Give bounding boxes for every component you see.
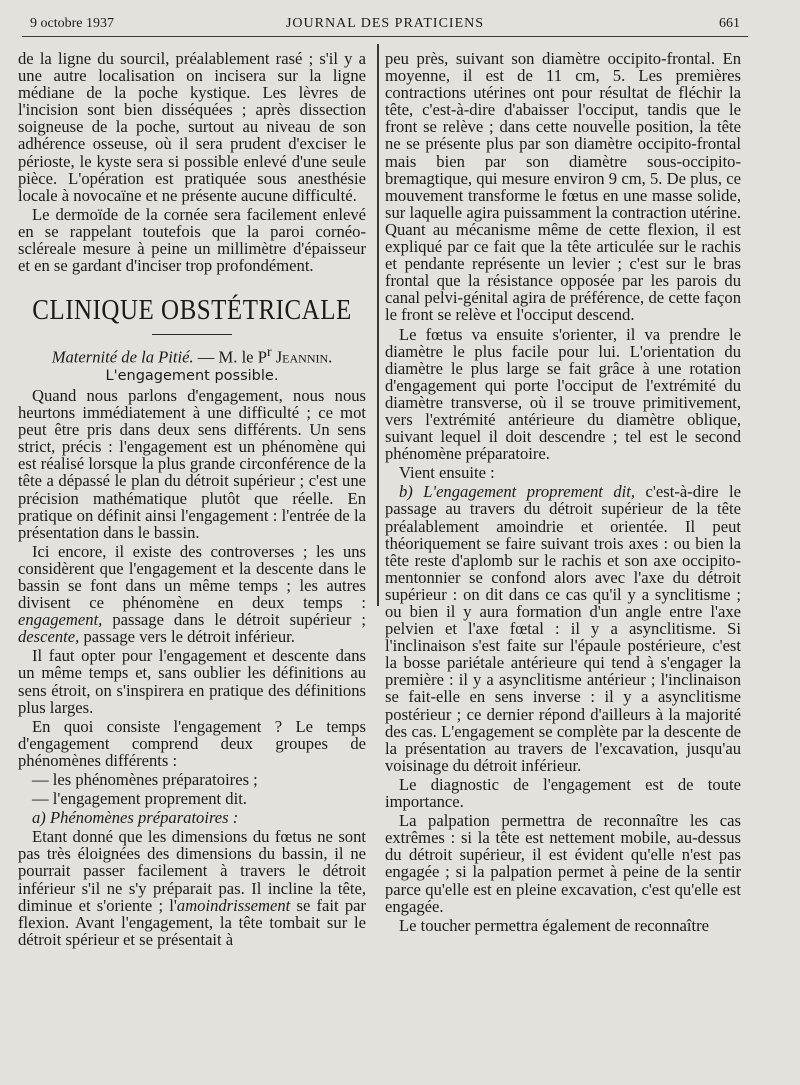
- journal-title: JOURNAL DES PRATICIENS: [285, 16, 485, 31]
- left-column: [18, 50, 366, 1075]
- paragraph: La palpation permettra de reconnaître les cas extrêmes : si la tête est nettement mobile, au-dessus du détroit supérieur, il est évident qu'elle n'est pas engagée ; si la palpation permet à peine de la sentir parce qu'elle est en pleine excavation, c'est qu'elle est engagée.: [385, 811, 741, 916]
- emphasis: amoindrissement: [176, 895, 291, 915]
- issue-date: 9 octobre 1937: [30, 16, 114, 31]
- emphasis: a) Phénomènes préparatoires :: [32, 808, 239, 828]
- paragraph: Il faut opter pour l'engagement et descente dans un même temps et, sans oublier les définitions au sens étroit, on s'inspirera en pratique des définitions plus larges.: [18, 646, 366, 717]
- text-run: c'est-à-dire le passage au travers du détroit supérieur de la tête préalablement amoindrie et orientée. Il peut théoriquement se faire suivant trois axes : ou bien la tête reste d'aplomb sur le rachis et son axe occipito-mentonnier se confond alors avec l'axe du détroit supérieur : on dit dans ce cas qu'il y a synclitisme ; ou bien il y aura formation d'un angle entre l'axe pelvien et l'axe fœtal : il y a asynclitisme. Si l'inclinaison s'est faite sur l'épaule postérieure, c'est la bosse pariétale antérieure qui tend à s'engager la première : il y a asynclitisme antérieur ; l'inclinaison se fait-elle en sens inverse : il y a asynclitisme postérieur ; ce dernier répond d'ailleurs à la majorité des cas. L'engagement se complète par la descente de la présentation au travers de l'excavation, jusqu'au voisinage du détroit inférieur.: [385, 482, 741, 775]
- list-item: — l'engagement proprement dit.: [32, 789, 247, 809]
- section-rule: [152, 334, 232, 335]
- paragraph: [385, 483, 741, 774]
- author-name: Jeannin.: [275, 347, 333, 367]
- paragraph: Le toucher permettra également de reconnaître: [399, 915, 710, 935]
- paragraph: Le diagnostic de l'engagement est de toute importance.: [385, 774, 741, 812]
- paragraph: Le fœtus va ensuite s'orienter, il va prendre le diamètre le plus facile pour lui. L'orientation du diamètre le plus large se fait grâce à une rotation d'engagement qui porte l'occiput de l'extrémité du diamètre transverse, où il se trouve primitivement, vers l'extrémité antérieure du diamètre oblique, suivant lequel il doit descendre ; tel est le second phénomène préparatoire.: [385, 324, 741, 464]
- paragraph: Vient ensuite :: [399, 463, 495, 483]
- paragraph: En quoi consiste l'engagement ? Le temps d'engagement comprend deux groupes de phénomènes différents :: [18, 716, 366, 770]
- emphasis: descente,: [18, 627, 80, 647]
- author-prefix: — M. le P: [197, 347, 267, 367]
- text-run: Etant donné que les dimensions du fœtus ne sont pas très éloignées des dimensions du bassin, il ne pourrait passer facilement à travers le détroit inférieur s'il ne s'y préparait pas. Il incline la tête, diminue et s'oriente ; l': [18, 827, 366, 915]
- clinic-name: Maternité de la Pitié.: [51, 347, 194, 367]
- subheading: [18, 809, 366, 826]
- header-rule: [22, 36, 748, 37]
- section-title: CLINIQUE OBSTÉTRICALE: [32, 295, 352, 326]
- emphasis: b) L'engagement proprement dit,: [399, 482, 636, 502]
- page-number: 661: [719, 16, 740, 31]
- paragraph: [18, 828, 366, 948]
- author-line: [18, 343, 366, 366]
- paragraph: Le dermoïde de la cornée sera facilement enlevé en se rappelant toutefois que la paroi cornéo-scléreale mesure à peine un millimètre d'épaisseur et en se gardant d'inciser trop profondément.: [18, 204, 366, 276]
- author-prefix-sup: r: [266, 344, 272, 360]
- text-run: Ici encore, il existe des controverses ; les uns considèrent que l'engagement et la descente dans le bassin se font dans un même temps ; les autres divisent ce phénomène en deux temps :: [18, 541, 366, 613]
- article-subtitle: L'engagement possible.: [105, 367, 279, 384]
- list-item: — les phénomènes préparatoires ;: [32, 770, 258, 789]
- text-run: passage vers le détroit inférieur.: [83, 627, 295, 647]
- running-header: [30, 14, 740, 34]
- text-run: se fait par flexion. Avant l'engagement, la tête tombait sur le détroit spérieur et se présentait à: [18, 895, 366, 949]
- right-column: [385, 50, 741, 1075]
- paragraph: peu près, suivant son diamètre occipito-frontal. En moyenne, il est de 11 cm, 5. Les premières contractions utérines ont pour résultat de fléchir la tête, c'est-à-dire d'abaisser l'occiput, tandis que le front se relève ; dans cette nouvelle position, la tête ne se présente plus par son diamètre occipito-frontal mais bien par son diamètre sous-occipito-bremagtique, qui mesure environ 9 cm, 5. De plus, ce mouvement transforme le fœtus en une masse solide, sur laquelle agira puissamment la contraction utérine. Quant au mécanisme même de cette flexion, il est expliqué par ce fait que la tête articulée sur le rachis et pendante représente un levier ; c'est sur le bras frontal que la résistance opposée par les parois du canal pelvi-génital agira de préférence, de cette façon le front se relève et l'occiput descend.: [385, 50, 741, 325]
- paragraph: de la ligne du sourcil, préalablement rasé ; s'il y a une autre localisation on incisera sur la ligne médiane de la poche kystique. Les lèvres de l'incision sont bien disséquées ; après dissection soigneuse de la poche, surtout au niveau de son adhérence osseuse, où il sera prudent d'exciser le périoste, le kyste sera si possible enlevé d'une seule pièce. L'opération est pratiquée sous anesthésie locale à novocaïne et ne présente aucune difficulté.: [18, 50, 366, 205]
- column-separator: [377, 44, 379, 606]
- emphasis: engagement,: [18, 610, 103, 630]
- paragraph: Quand nous parlons d'engagement, nous nous heurtons immédiatement à une difficulté ; ce mot peut être pris dans deux sens différents. Un sens strict, précis : l'engagement est un phénomène qui est réalisé lorsque la plus grande circonférence de la tête a dépassé le plan du détroit supérieur ; c'est une précision mathématique plutôt que réelle. En pratique on définit ainsi l'engagement : l'entrée de la présentation dans le bassin.: [18, 385, 366, 542]
- text-run: passage dans le détroit supérieur ;: [112, 610, 366, 630]
- paragraph: [18, 543, 366, 646]
